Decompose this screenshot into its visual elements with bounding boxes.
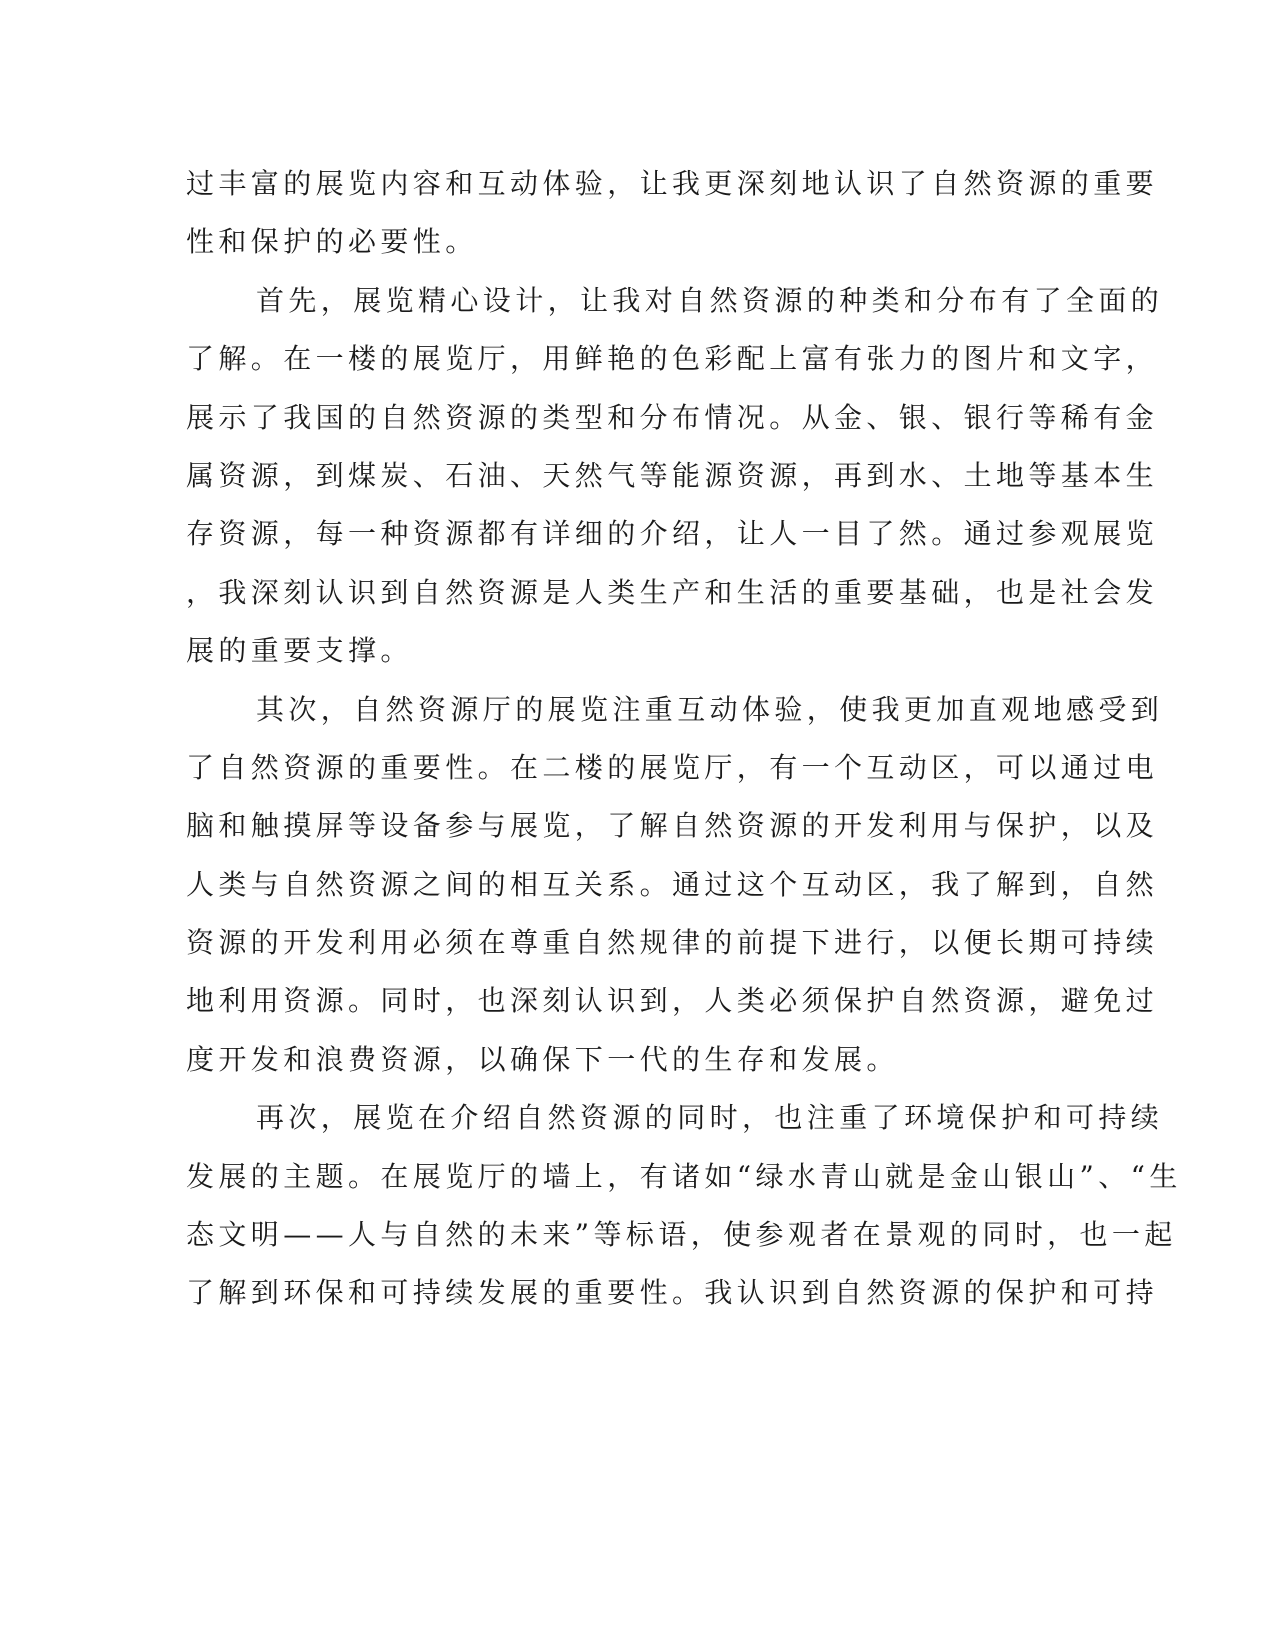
text-line: 了自然资源的重要性。在二楼的展览厅，有一个互动区，可以通过电 bbox=[186, 750, 1159, 784]
text-line: 人类与自然资源之间的相互关系。通过这个互动区，我了解到，自然 bbox=[186, 867, 1159, 901]
text-line: 属资源，到煤炭、石油、天然气等能源资源，再到水、土地等基本生 bbox=[186, 458, 1159, 492]
text-line: 存资源，每一种资源都有详细的介绍，让人一目了然。通过参观展览 bbox=[186, 517, 1159, 551]
text-line: 过丰富的展览内容和互动体验，让我更深刻地认识了自然资源的重要 bbox=[186, 167, 1159, 200]
text-line: 展示了我国的自然资源的类型和分布情况。从金、银、银行等稀有金 bbox=[186, 400, 1159, 434]
paragraph-first-line: 首先，展览精心设计，让我对自然资源的种类和分布有了全面的 bbox=[256, 283, 1164, 317]
text-line: 发展的主题。在展览厅的墙上，有诸如“绿水青山就是金山银山”、“生 bbox=[186, 1159, 1182, 1193]
text-line: 展的重要支撑。 bbox=[186, 634, 413, 668]
body-text bbox=[186, 155, 1182, 1323]
text-line: 态文明——人与自然的未来”等标语，使参观者在景观的同时，也一起 bbox=[186, 1218, 1177, 1252]
paragraph-first-line: 再次，展览在介绍自然资源的同时，也注重了环境保护和可持续 bbox=[256, 1101, 1164, 1135]
text-line: 性和保护的必要性。 bbox=[186, 225, 478, 259]
text-line: 度开发和浪费资源，以确保下一代的生存和发展。 bbox=[186, 1042, 899, 1076]
text-line: 脑和触摸屏等设备参与展览，了解自然资源的开发利用与保护，以及 bbox=[186, 809, 1159, 843]
text-line: 资源的开发利用必须在尊重自然规律的前提下进行，以便长期可持续 bbox=[186, 926, 1159, 960]
paragraph-first-line: 其次，自然资源厅的展览注重互动体验，使我更加直观地感受到 bbox=[256, 692, 1164, 726]
text-line: ，我深刻认识到自然资源是人类生产和生活的重要基础，也是社会发 bbox=[186, 575, 1159, 609]
text-line: 了解。在一楼的展览厅，用鲜艳的色彩配上富有张力的图片和文字， bbox=[186, 342, 1159, 376]
text-line: 地利用资源。同时，也深刻认识到，人类必须保护自然资源，避免过 bbox=[186, 984, 1159, 1018]
text-line: 了解到环保和可持续发展的重要性。我认识到自然资源的保护和可持 bbox=[186, 1276, 1159, 1310]
